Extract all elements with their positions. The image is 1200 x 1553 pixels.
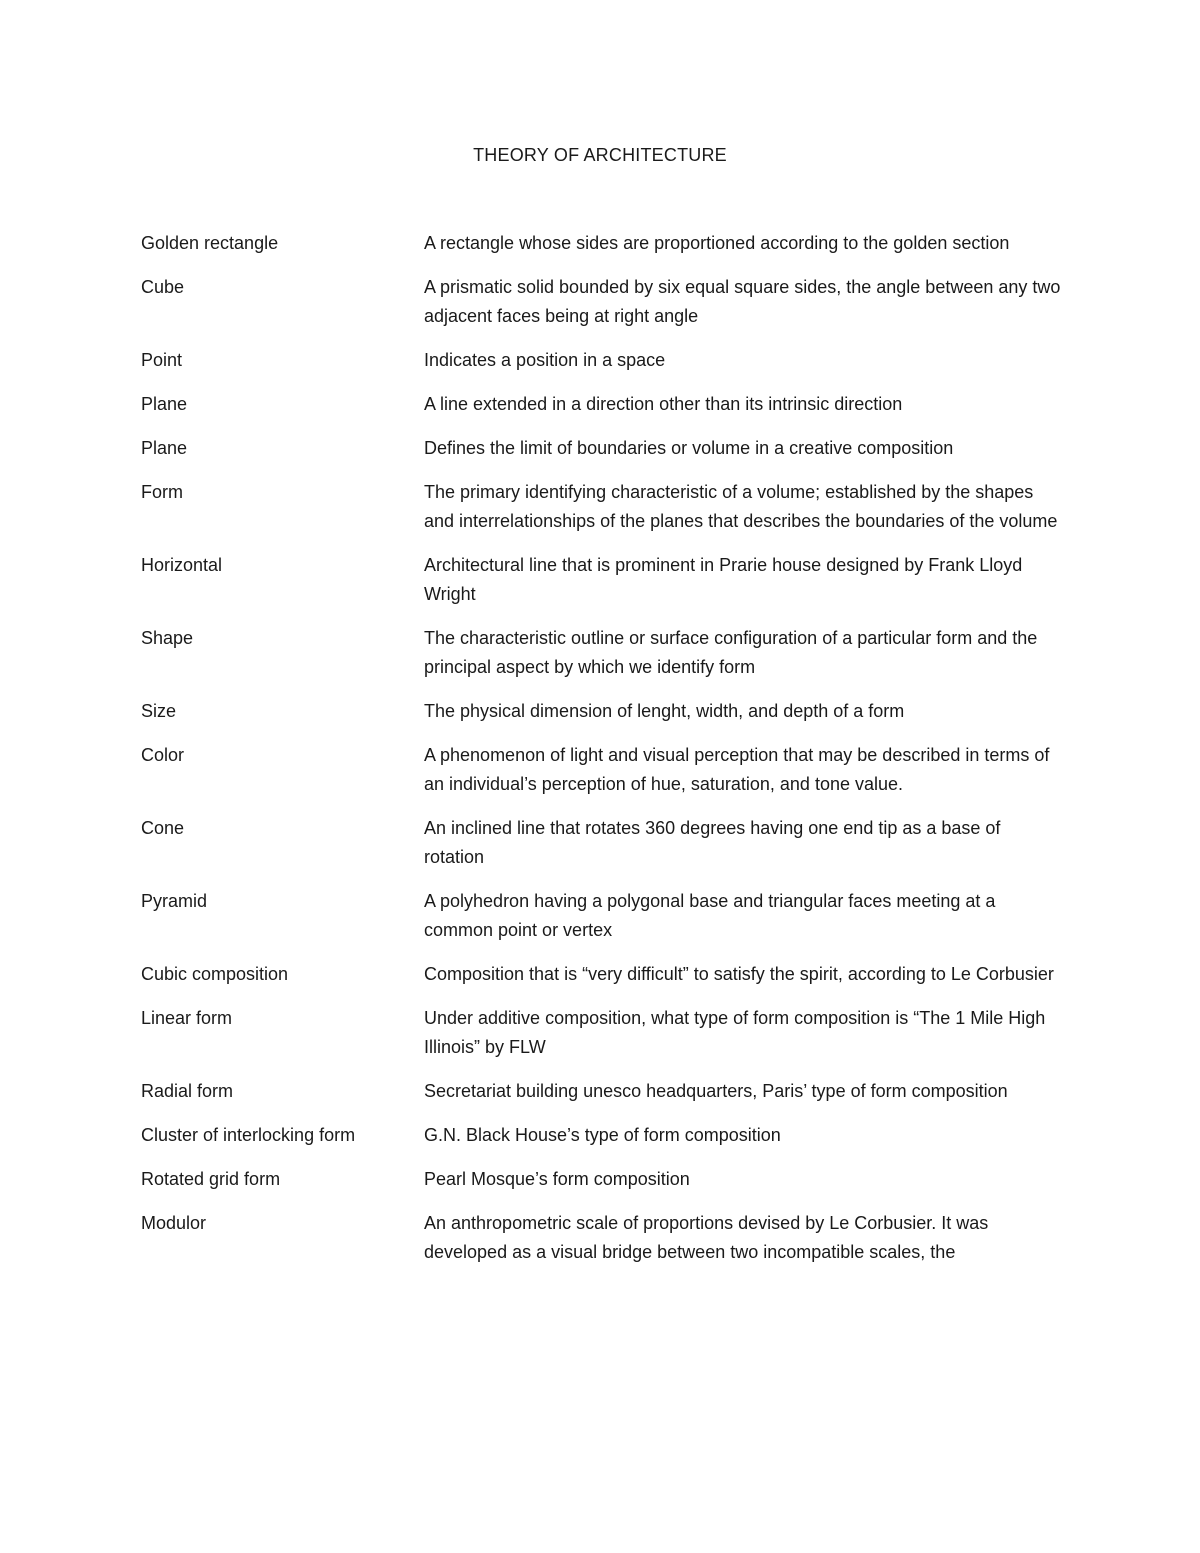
glossary-definition: A polyhedron having a polygonal base and triangular faces meeting at a common point or vertex bbox=[424, 891, 996, 940]
glossary-term: Form bbox=[141, 482, 183, 502]
glossary-entry bbox=[141, 1121, 1071, 1150]
glossary-entry bbox=[141, 229, 1071, 258]
glossary-entry bbox=[141, 434, 1071, 463]
glossary-term: Plane bbox=[141, 438, 188, 458]
document-title: THEORY OF ARCHITECTURE bbox=[473, 145, 727, 165]
glossary-term: Modulor bbox=[141, 1213, 207, 1233]
glossary-term: Linear form bbox=[141, 1008, 233, 1028]
glossary-entry bbox=[141, 741, 1071, 799]
glossary-definition: Defines the limit of boundaries or volume in a creative composition bbox=[424, 438, 954, 458]
glossary-definition: A prismatic solid bounded by six equal square sides, the angle between any two adjacent faces being at right angle bbox=[424, 277, 1061, 326]
glossary-term: Cubic composition bbox=[141, 964, 289, 984]
glossary-entry bbox=[141, 390, 1071, 419]
glossary-term: Rotated grid form bbox=[141, 1169, 281, 1189]
glossary-term: Color bbox=[141, 745, 185, 765]
glossary-entry bbox=[141, 1077, 1071, 1106]
glossary-term: Cone bbox=[141, 818, 185, 838]
glossary-definition: The primary identifying characteristic of a volume; established by the shapes and interrelationships of the planes that describes the boundaries of the volume bbox=[424, 482, 1058, 531]
glossary-definition: An inclined line that rotates 360 degrees having one end tip as a base of rotation bbox=[424, 818, 1001, 867]
glossary-entry bbox=[141, 1004, 1071, 1062]
glossary-definition: A line extended in a direction other than its intrinsic direction bbox=[424, 394, 903, 414]
glossary-term: Cluster of interlocking form bbox=[141, 1125, 356, 1145]
glossary-entry bbox=[141, 273, 1071, 331]
glossary-term: Golden rectangle bbox=[141, 233, 279, 253]
glossary-definition: Under additive composition, what type of form composition is “The 1 Mile High Illinois” by FLW bbox=[424, 1008, 1046, 1057]
glossary-entry bbox=[141, 624, 1071, 682]
glossary-definition: The characteristic outline or surface configuration of a particular form and the principal aspect by which we identify form bbox=[424, 628, 1038, 677]
glossary-definition: Architectural line that is prominent in Prarie house designed by Frank Lloyd Wright bbox=[424, 555, 1023, 604]
glossary-entry bbox=[141, 960, 1071, 989]
glossary-entry bbox=[141, 814, 1071, 872]
glossary-entry bbox=[141, 478, 1071, 536]
glossary-entry bbox=[141, 551, 1071, 609]
glossary-term: Horizontal bbox=[141, 555, 223, 575]
glossary-entry bbox=[141, 697, 1071, 726]
glossary-definition: Pearl Mosque’s form composition bbox=[424, 1169, 690, 1189]
glossary-definition: Indicates a position in a space bbox=[424, 350, 666, 370]
glossary-definition: An anthropometric scale of proportions devised by Le Corbusier. It was developed as a visual bridge between two incompatible scales, the bbox=[424, 1213, 989, 1262]
glossary-list bbox=[141, 229, 1071, 1282]
glossary-term: Radial form bbox=[141, 1081, 234, 1101]
glossary-term: Cube bbox=[141, 277, 185, 297]
glossary-term: Point bbox=[141, 350, 183, 370]
glossary-term: Size bbox=[141, 701, 177, 721]
glossary-definition: G.N. Black House’s type of form composition bbox=[424, 1125, 781, 1145]
glossary-definition: A phenomenon of light and visual perception that may be described in terms of an individual’s perception of hue, saturation, and tone value. bbox=[424, 745, 1050, 794]
glossary-definition: Composition that is “very difficult” to satisfy the spirit, according to Le Corbusier bbox=[424, 964, 1054, 984]
glossary-term: Shape bbox=[141, 628, 194, 648]
glossary-entry bbox=[141, 1209, 1071, 1267]
glossary-term: Pyramid bbox=[141, 891, 208, 911]
glossary-term: Plane bbox=[141, 394, 188, 414]
glossary-definition: A rectangle whose sides are proportioned according to the golden section bbox=[424, 233, 1010, 253]
glossary-definition: The physical dimension of lenght, width, and depth of a form bbox=[424, 701, 905, 721]
glossary-definition: Secretariat building unesco headquarters, Paris’ type of form composition bbox=[424, 1081, 1008, 1101]
glossary-entry bbox=[141, 887, 1071, 945]
glossary-entry bbox=[141, 1165, 1071, 1194]
glossary-entry bbox=[141, 346, 1071, 375]
